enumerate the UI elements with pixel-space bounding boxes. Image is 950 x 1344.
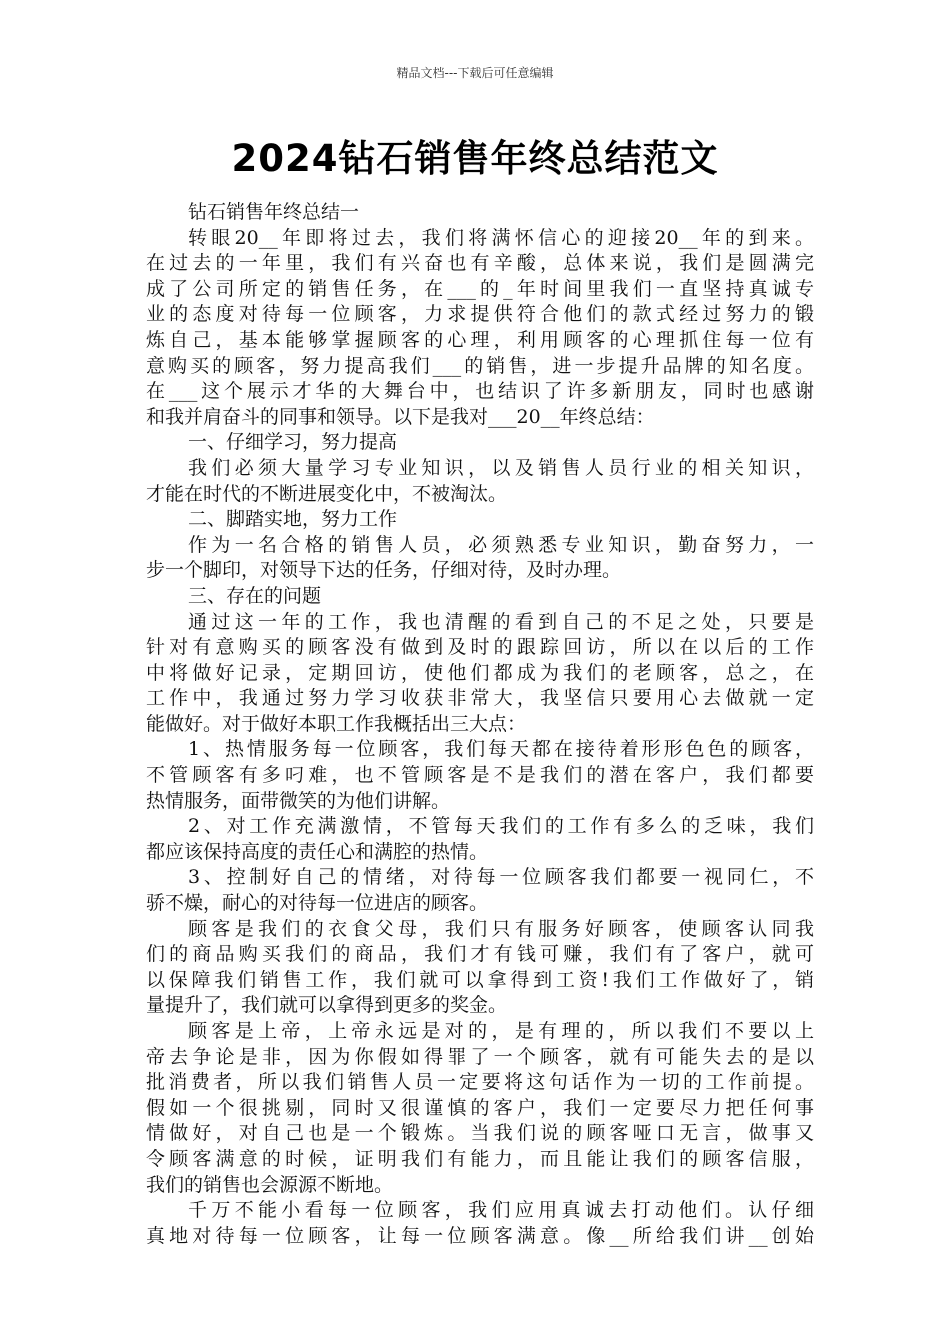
text-line: 我们的销售也会源源不断地。 xyxy=(146,1173,394,1196)
text-line: 作为一名合格的销售人员，必须熟悉专业知识，勤奋努力，一 xyxy=(188,533,814,556)
text-line: 2、对工作充满激情，不管每天我们的工作有多么的乏味，我们 xyxy=(188,815,814,838)
text-line: 顾客是上帝，上帝永远是对的，是有理的，所以我们不要以上 xyxy=(188,1020,814,1042)
text-line: 在___这个展示才华的大舞台中，也结识了许多新朋友，同时也感谢 xyxy=(146,380,814,403)
text-line: 以保障我们销售工作，我们就可以拿得到工资!我们工作做好了，销 xyxy=(146,968,814,991)
text-line: 量提升了，我们就可以拿得到更多的奖金。 xyxy=(146,994,508,1017)
text-line: 钻石销售年终总结一 xyxy=(188,201,360,223)
page-header: 精品文档---下载后可任意编辑 xyxy=(396,66,554,80)
text-line: 不管顾客有多叼难，也不管顾客是不是我们的潜在客户，我们都要 xyxy=(146,764,814,787)
text-line: 针对有意购买的顾客没有做到及时的跟踪回访，所以在以后的工作 xyxy=(146,636,814,659)
text-line: 3、控制好自己的情绪，对待每一位顾客我们都要一视同仁，不 xyxy=(188,866,814,889)
document-body xyxy=(146,200,814,1249)
text-line: 真地对待每一位顾客，让每一位顾客满意。像__所给我们讲__创始 xyxy=(146,1224,814,1247)
text-line: 假如一个很挑剔，同时又很谨慎的客户，我们一定要尽力把任何事 xyxy=(146,1096,814,1119)
text-line: 才能在时代的不断进展变化中，不被淘汰。 xyxy=(146,482,508,505)
text-line: 热情服务，面带微笑的为他们讲解。 xyxy=(146,789,451,812)
text-line: 中将做好记录，定期回访，使他们都成为我们的老顾客，总之，在 xyxy=(146,661,814,684)
text-line: 炼自己，基本能够掌握顾客的心理，利用顾客的心理抓住每一位有 xyxy=(146,328,814,351)
text-line: 业的态度对待每一位顾客，力求提供符合他们的款式经过努力的锻 xyxy=(146,303,814,326)
text-line: 工作中，我通过努力学习收获非常大，我坚信只要用心去做就一定 xyxy=(146,687,814,710)
text-line: 二、脚踏实地，努力工作 xyxy=(188,508,398,531)
text-line: 骄不燥，耐心的对待每一位进店的顾客。 xyxy=(146,892,489,915)
text-line: 和我并肩奋斗的同事和领导。以下是我对___20__年终总结： xyxy=(146,405,655,428)
text-line: 步一个脚印，对领导下达的任务，仔细对待，及时办理。 xyxy=(146,559,622,582)
text-line: 在过去的一年里，我们有兴奋也有辛酸，总体来说，我们是圆满完 xyxy=(146,252,814,275)
text-line: 令顾客满意的时候，证明我们有能力，而且能让我们的顾客信服， xyxy=(146,1147,814,1170)
text-line: 我们必须大量学习专业知识，以及销售人员行业的相关知识， xyxy=(188,456,814,479)
text-line: 一、仔细学习，努力提高 xyxy=(188,431,398,454)
text-line: 顾客是我们的衣食父母，我们只有服务好顾客，使顾客认同我 xyxy=(188,917,814,940)
text-line: 能做好。对于做好本职工作我概括出三大点： xyxy=(146,712,527,735)
text-line: 通过这一年的工作，我也清醒的看到自己的不足之处，只要是 xyxy=(188,610,814,633)
text-line: 帝去争论是非，因为你假如得罪了一个顾客，就有可能失去的是以 xyxy=(146,1045,814,1068)
text-line: 三、存在的问题 xyxy=(188,584,322,607)
text-line: 1、热情服务每一位顾客，我们每天都在接待着形形色色的顾客， xyxy=(188,738,814,761)
text-line: 情做好，对自己也是一个锻炼。当我们说的顾客哑口无言，做事又 xyxy=(146,1122,814,1145)
text-line: 们的商品购买我们的商品，我们才有钱可赚，我们有了客户，就可 xyxy=(146,943,814,966)
text-line: 千万不能小看每一位顾客，我们应用真诚去打动他们。认仔细 xyxy=(188,1199,814,1222)
text-line: 成了公司所定的销售任务，在___的_年时间里我们一直坚持真诚专 xyxy=(146,277,814,300)
text-line: 批消费者，所以我们销售人员一定要将这句话作为一切的工作前提。 xyxy=(146,1071,814,1094)
text-line: 转眼20__年即将过去，我们将满怀信心的迎接20__年的到来。 xyxy=(188,226,814,249)
document-title: 2024钻石销售年终总结范文 xyxy=(231,137,719,180)
text-line: 意购买的顾客，努力提高我们___的销售，进一步提升品牌的知名度。 xyxy=(146,354,814,377)
text-line: 都应该保持高度的责任心和满腔的热情。 xyxy=(146,840,489,863)
